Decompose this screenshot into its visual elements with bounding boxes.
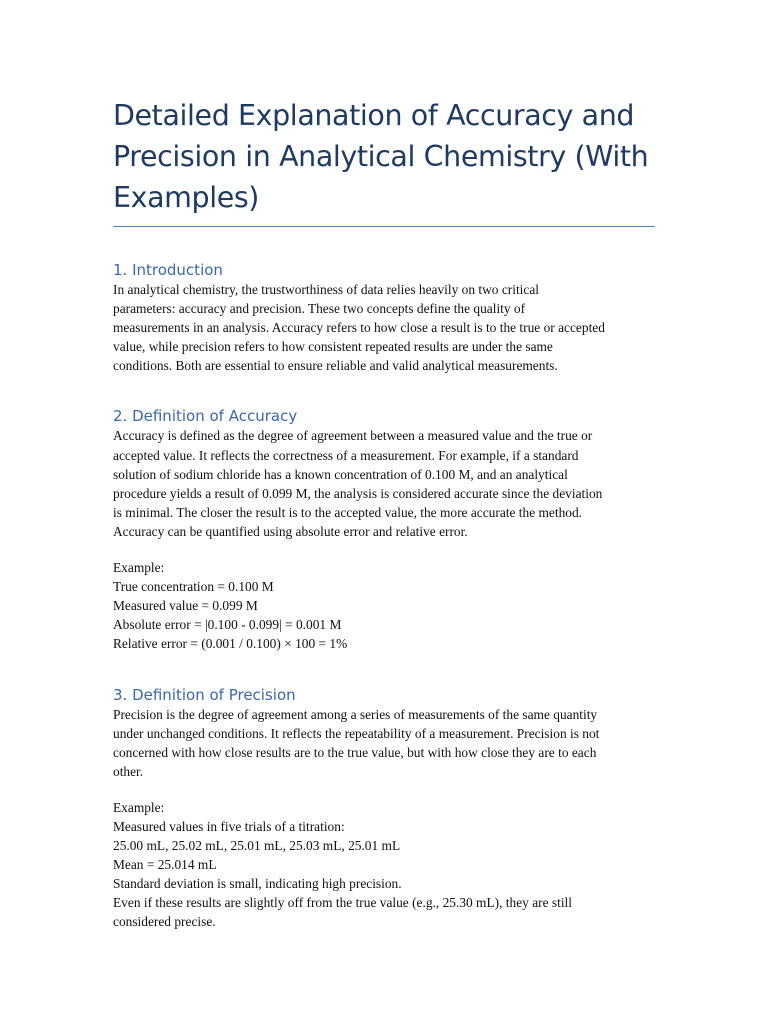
paragraph-line: is minimal. The closer the result is to the accepted value, the more accurate the method. xyxy=(113,504,582,520)
example-line: Measured values in five trials of a titration: xyxy=(113,818,345,834)
example-block xyxy=(113,558,655,653)
paragraph-line: under unchanged conditions. It reflects the repeatability of a measurement. Precision is not xyxy=(113,725,600,741)
document-page xyxy=(113,95,655,932)
example-line: Measured value = 0.099 M xyxy=(113,598,258,614)
example-line: Relative error = (0.001 / 0.100) × 100 = 1% xyxy=(113,636,348,652)
title-line: Precision in Analytical Chemistry (With xyxy=(113,140,649,173)
example-line: Standard deviation is small, indicating high precision. xyxy=(113,876,402,892)
paragraph-line: Accuracy can be quantified using absolute error and relative error. xyxy=(113,523,468,539)
section-introduction xyxy=(113,260,655,375)
example-line: Example: xyxy=(113,560,165,576)
section-heading: 2. Definition of Accuracy xyxy=(113,407,298,426)
section-paragraph xyxy=(113,705,655,781)
section-precision xyxy=(113,685,655,932)
paragraph-line: accepted value. It reflects the correctness of a measurement. For example, if a standard xyxy=(113,447,579,463)
title-line: Examples) xyxy=(113,181,260,214)
paragraph-line: Accuracy is defined as the degree of agreement between a measured value and the true or xyxy=(113,428,593,444)
example-line: Example: xyxy=(113,799,165,815)
example-line: considered precise. xyxy=(113,914,216,930)
paragraph-line: In analytical chemistry, the trustworthiness of data relies heavily on two critical xyxy=(113,282,540,297)
title-divider xyxy=(113,226,655,227)
example-line: 25.00 mL, 25.02 mL, 25.01 mL, 25.03 mL, 25.01 mL xyxy=(113,838,401,854)
paragraph-line: procedure yields a result of 0.099 M, the analysis is considered accurate since the deviation xyxy=(113,485,603,501)
paragraph-line: other. xyxy=(113,763,144,779)
example-line: Absolute error = |0.100 - 0.099| = 0.001 M xyxy=(113,617,342,633)
example-block xyxy=(113,798,655,932)
paragraph-line: parameters: accuracy and precision. These two concepts define the quality of xyxy=(113,301,526,317)
section-paragraph xyxy=(113,280,655,375)
example-line: Even if these results are slightly off from the true value (e.g., 25.30 mL), they are still xyxy=(113,895,572,911)
section-heading: 3. Definition of Precision xyxy=(113,685,296,704)
example-line: True concentration = 0.100 M xyxy=(113,579,274,595)
paragraph-line: conditions. Both are essential to ensure reliable and valid analytical measurements. xyxy=(113,358,558,374)
example-line: Mean = 25.014 mL xyxy=(113,857,217,873)
paragraph-line: value, while precision refers to how consistent repeated results are under the same xyxy=(113,339,553,355)
section-paragraph xyxy=(113,426,655,541)
paragraph-line: solution of sodium chloride has a known concentration of 0.100 M, and an analytical xyxy=(113,466,568,482)
title-line: Detailed Explanation of Accuracy and xyxy=(113,99,635,132)
section-heading: 1. Introduction xyxy=(113,261,223,279)
paragraph-line: concerned with how close results are to the true value, but with how close they are to each xyxy=(113,744,597,760)
document-title xyxy=(113,95,655,218)
paragraph-line: Precision is the degree of agreement among a series of measurements of the same quantity xyxy=(113,706,598,722)
section-accuracy xyxy=(113,406,655,653)
paragraph-line: measurements in an analysis. Accuracy refers to how close a result is to the true or accepted xyxy=(113,320,605,336)
